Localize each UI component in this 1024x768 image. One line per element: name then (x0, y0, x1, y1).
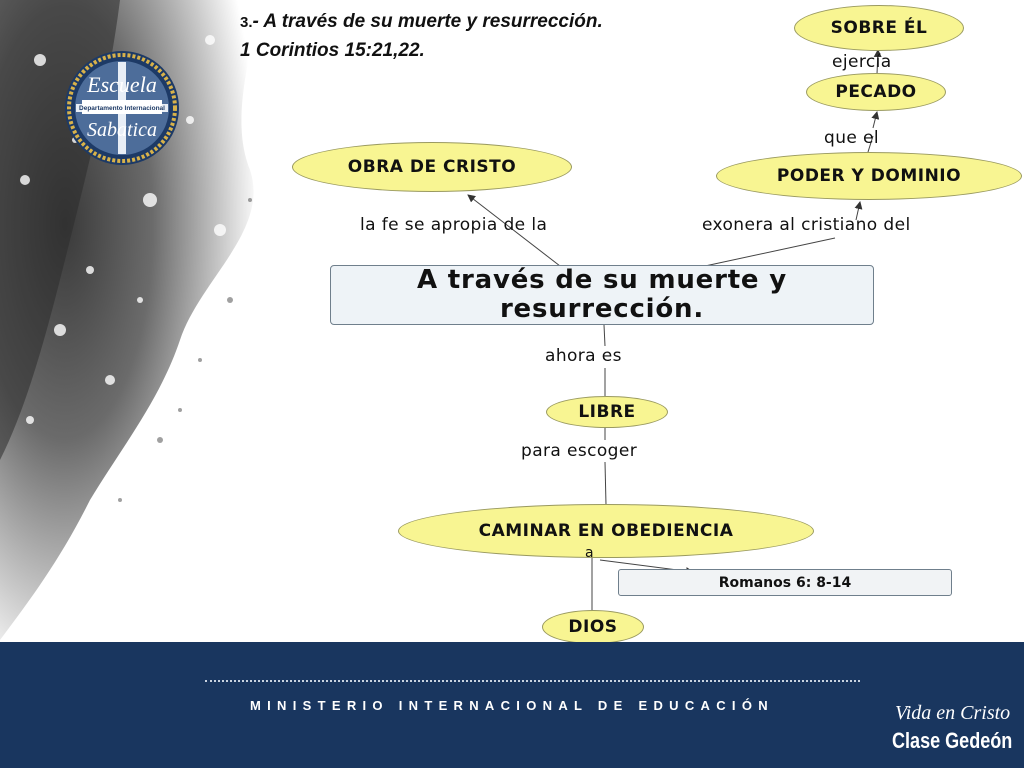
connector-para-to-caminar (605, 462, 606, 505)
connector-central-to-exonera (705, 238, 835, 266)
node-caminar-en-obediencia: CAMINAR EN OBEDIENCIA (398, 504, 814, 558)
connector-central-to-ahora (604, 325, 605, 346)
connector-que-el-to-pecado (873, 112, 877, 128)
node-libre: LIBRE (546, 396, 668, 428)
brand-clase-gedeon: Clase Gedeón (892, 728, 1013, 753)
node-poder-dominio: PODER Y DOMINIO (716, 152, 1022, 200)
link-label-ahora-es: ahora es (545, 346, 622, 366)
node-dios: DIOS (542, 610, 644, 644)
node-central-topic: A través de su muerte y resurrección. (330, 265, 874, 325)
heading-line-2: 1 Corintios 15:21,22. (240, 40, 425, 61)
logo-word-department: Departamento Internacional (79, 105, 165, 112)
link-label-fe-apropia: la fe se apropia de la (360, 215, 548, 235)
heading-title: - A través de su muerte y resurrección. (252, 11, 603, 32)
link-label-exonera: exonera al cristiano del (702, 215, 911, 235)
node-pecado: PECADO (806, 73, 946, 111)
link-label-ejercia: ejercía (832, 52, 892, 72)
logo-word-escuela: Escuela (87, 72, 157, 97)
link-label-para-escoger: para escoger (521, 441, 638, 461)
footer-ministry-text: MINISTERIO INTERNACIONAL DE EDUCACIÓN (250, 698, 774, 713)
node-obra-de-cristo: OBRA DE CRISTO (292, 142, 572, 192)
node-romanos: Romanos 6: 8-14 (618, 569, 952, 596)
brand-vida-en-cristo: Vida en Cristo (895, 702, 1011, 724)
footer-band (0, 642, 1024, 768)
link-label-que-el: que el (824, 128, 880, 148)
node-sobre-el: SOBRE ÉL (794, 5, 964, 51)
footer-dotted-rule (205, 680, 860, 684)
logo-word-sabatica: Sabatica (87, 119, 157, 141)
link-label-a: a (585, 545, 594, 561)
heading-number: 3. (240, 14, 253, 31)
